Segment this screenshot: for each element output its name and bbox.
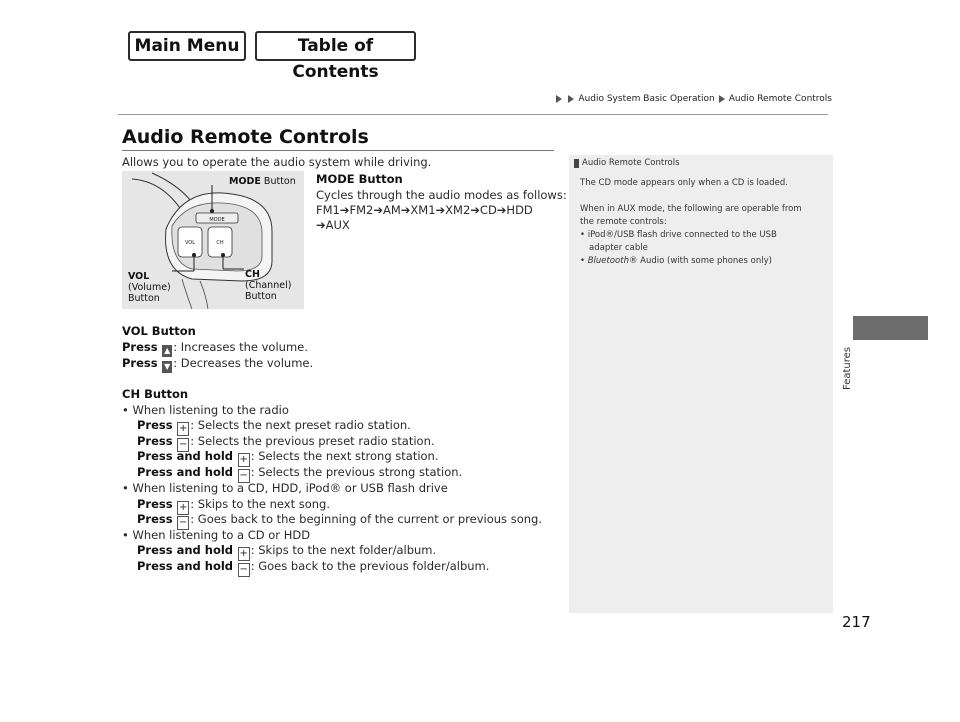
page-title: Audio Remote Controls [122,126,369,148]
section-tab[interactable] [853,316,928,340]
plus-icon: + [239,548,248,559]
svg-text:VOL: VOL [184,240,196,246]
notes-list-item-cont: adapter cable [589,243,648,253]
arrow-icon [556,95,562,103]
plus-icon: + [239,454,248,465]
note-marker-icon [574,159,579,168]
ch-heading: CH Button [122,387,189,401]
ch-bullet-cd: • When listening to a CD, HDD, iPod® or USB flash drive [122,481,448,495]
notes-heading: Audio Remote Controls [574,158,680,168]
notes-text: the remote controls: [580,217,667,227]
ch-radio-2: Press − : Selects the previous preset radio station. [137,434,435,450]
plus-icon: + [179,423,188,434]
title-divider [122,150,554,151]
vol-down-line: Press ▼ : Decreases the volume. [122,356,314,371]
main-menu-button[interactable]: Main Menu [128,31,246,61]
minus-icon: − [239,470,248,481]
mode-sequence: FM1➔FM2➔AM➔XM1➔XM2➔CD➔HDD [316,203,533,217]
page-number: 217 [842,613,871,631]
notes-list-item: • Bluetooth® Audio (with some phones only) [580,256,772,266]
breadcrumb-item[interactable]: Audio System Basic Operation [578,94,715,104]
vol-up-line: Press ▲ : Increases the volume. [122,340,308,355]
mode-button-label: MODE Button [229,176,296,187]
breadcrumb-item[interactable]: Audio Remote Controls [728,94,832,104]
section-label: Features [842,347,853,390]
mode-text: Cycles through the audio modes as follows: [316,188,567,202]
ch-hdd-1: Press and hold + : Skips to the next folder/album. [137,543,437,559]
ch-radio-1: Press + : Selects the next preset radio station. [137,418,411,434]
ch-cd-1: Press + : Skips to the next song. [137,497,331,513]
plus-icon: + [179,502,188,513]
notes-text: When in AUX mode, the following are operable from [580,204,802,214]
ch-bullet-hdd: • When listening to a CD or HDD [122,528,311,542]
arrow-icon [568,95,574,103]
svg-text:MODE: MODE [209,217,225,223]
minus-icon: − [239,564,248,575]
minus-icon: − [179,439,188,450]
header-divider [118,114,828,115]
ch-cd-2: Press − : Goes back to the beginning of the current or previous song. [137,512,542,528]
intro-text: Allows you to operate the audio system while driving. [122,155,432,169]
notes-list-item: • iPod®/USB flash drive connected to the USB [580,230,777,240]
ch-button-label: CH (Channel) Button [245,269,292,302]
ch-hdd-2: Press and hold − : Goes back to the previous folder/album. [137,559,490,575]
volume-up-icon: ▲ [164,346,171,355]
steering-wheel-illustration [122,171,304,309]
mode-heading: MODE Button [316,172,403,186]
breadcrumb [554,94,832,104]
ch-bullet-radio: • When listening to the radio [122,403,289,417]
mode-sequence-cont: ➔AUX [316,218,350,232]
arrow-icon [719,95,725,103]
vol-heading: VOL Button [122,324,196,338]
table-of-contents-button[interactable]: Table of Contents [255,31,416,61]
minus-icon: − [179,517,188,528]
ch-radio-3: Press and hold + : Selects the next strong station. [137,449,439,465]
ch-radio-4: Press and hold − : Selects the previous strong station. [137,465,463,481]
volume-down-icon: ▼ [164,362,171,371]
svg-text:CH: CH [216,240,224,246]
vol-button-label: VOL (Volume) Button [128,271,171,304]
notes-text: The CD mode appears only when a CD is loaded. [580,178,788,188]
